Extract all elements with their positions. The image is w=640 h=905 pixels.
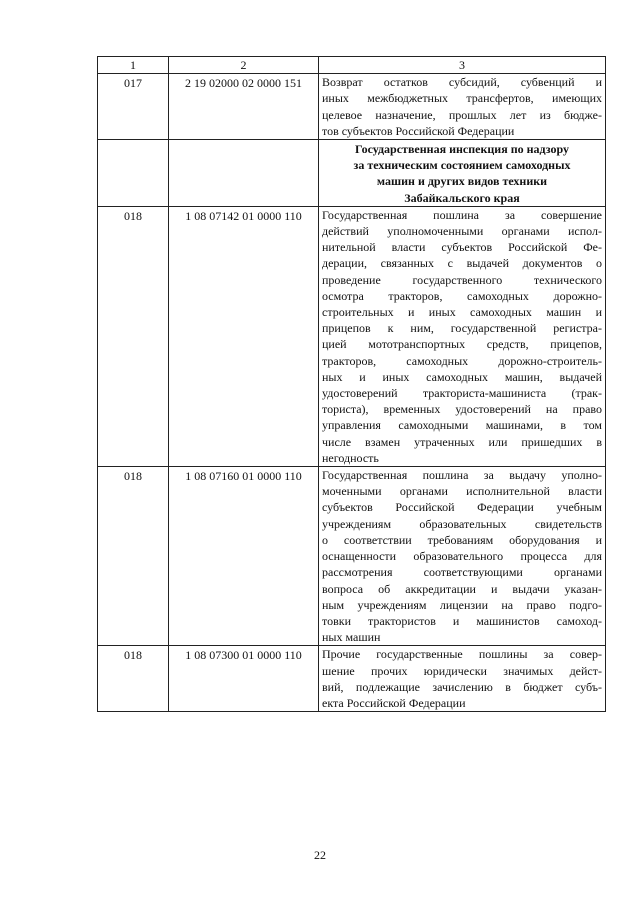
description-line: ных машин (322, 630, 381, 645)
description-line: иных межбюджетных трансфертов, имеющих (322, 91, 602, 106)
table-body (98, 74, 606, 712)
section-heading-row (98, 140, 606, 207)
revenue-description-cell (319, 467, 606, 646)
description-line: Возврат остатков субсидий, субвенций и (322, 75, 602, 90)
description-line: Прочие государственные пошлины за совер- (322, 647, 602, 662)
table-row (98, 467, 606, 646)
description-line: удостоверений тракториста-машиниста (трак- (322, 386, 602, 401)
budget-classification-code-cell: 1 08 07160 01 0000 110 (169, 467, 319, 646)
admin-code-cell: 018 (98, 646, 169, 712)
description-line: управления самоходными машинами, в том (322, 418, 602, 433)
table-row (98, 74, 606, 140)
description-line: строительных и иных самоходных машин и (322, 305, 602, 320)
description-line: тракторов, самоходных дорожно-строитель- (322, 353, 602, 368)
section-title (319, 140, 606, 207)
revenue-description-cell (319, 646, 606, 712)
description-line: числе взамен утраченных или пришедших в (322, 434, 602, 449)
description-line: Государственная пошлина за совершение (322, 207, 602, 222)
admin-code-cell: 018 (98, 467, 169, 646)
section-title-line: Государственная инспекция по надзору (354, 142, 570, 157)
budget-classification-code-cell: 1 08 07300 01 0000 110 (169, 646, 319, 712)
budget-classification-code-cell: 2 19 02000 02 0000 151 (169, 74, 319, 140)
page-number: 22 (314, 848, 326, 862)
table-header-row (98, 57, 606, 74)
description-line: цией мототранспортных средств, прицепов, (322, 337, 602, 352)
admin-code-cell: 018 (98, 206, 169, 466)
description-line: вопроса об аккредитации и выдачи указан- (322, 581, 602, 596)
description-line: ных и иных самоходных машин, выдачей (322, 369, 602, 384)
description-line: рассмотрения соответствующими органами (322, 565, 602, 580)
description-line: оснащенности образовательного процесса для (322, 549, 602, 564)
description-line: Государственная пошлина за выдачу уполно- (322, 468, 602, 483)
description-line: ториста), временных удостоверений на право (322, 402, 602, 417)
description-line: субъектов Российской Федерации учебным (322, 500, 602, 515)
description-line: о соответствии требованиям оборудования и (322, 532, 602, 547)
description-line: шение прочих юридически значимых дейст- (322, 663, 602, 678)
description-line: екта Российской Федерации (322, 695, 466, 710)
table-row (98, 646, 606, 712)
description-line: негодность (322, 450, 379, 465)
revenue-code-table (97, 56, 606, 712)
description-line: действий уполномоченными органами испол- (322, 224, 602, 239)
budget-classification-code-cell: 1 08 07142 01 0000 110 (169, 206, 319, 466)
header-col-3: 3 (319, 57, 606, 74)
description-line: проведение государственного технического (322, 272, 602, 287)
table-row (98, 206, 606, 466)
description-line: ным учреждениям лицензии на право подго- (322, 597, 602, 612)
revenue-description-cell (319, 74, 606, 140)
description-line: дерации, связанных с выдачей документов о (322, 256, 602, 271)
description-line: целевое назначение, прошлых лет из бюдже- (322, 107, 602, 122)
description-line: учреждениям образовательных свидетельств (322, 516, 602, 531)
description-line: тов субъектов Российской Федерации (322, 123, 515, 138)
admin-code-cell: 017 (98, 74, 169, 140)
description-line: прицепов к ним, государственной регистра- (322, 321, 602, 336)
empty-cell (169, 140, 319, 207)
header-col-1: 1 (98, 57, 169, 74)
description-line: товки трактористов и машинистов самоход- (322, 613, 602, 628)
section-title-line: Забайкальского края (404, 190, 520, 205)
empty-cell (98, 140, 169, 207)
revenue-description-cell (319, 206, 606, 466)
description-line: моченными органами исполнительной власти (322, 484, 602, 499)
description-line: нительной власти субъектов Российской Фе- (322, 240, 602, 255)
description-line: вий, подлежащие зачислению в бюджет субъ- (322, 679, 602, 694)
section-title-line: машин и других видов техники (376, 174, 548, 189)
description-line: осмотра тракторов, самоходных дорожно- (322, 288, 602, 303)
section-title-line: за техническим состоянием самоходных (353, 158, 571, 173)
header-col-2: 2 (169, 57, 319, 74)
